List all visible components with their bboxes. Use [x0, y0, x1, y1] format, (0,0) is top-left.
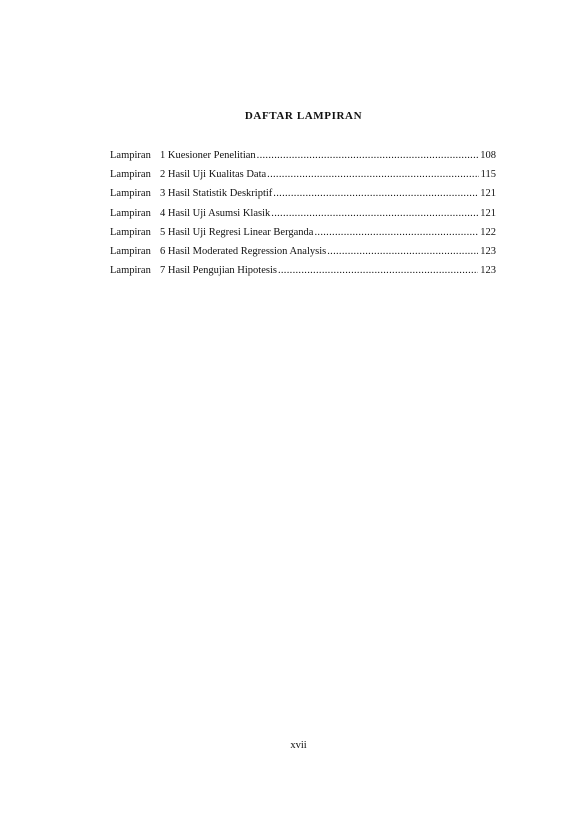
dot-leader — [278, 265, 478, 277]
appendix-list — [110, 150, 496, 284]
entry-label: 2 Hasil Uji Kualitas Data — [160, 169, 267, 181]
page-title: DAFTAR LAMPIRAN — [244, 110, 363, 122]
page-number: xvii — [290, 740, 307, 751]
entry-page-number: 121 — [480, 207, 496, 219]
entry-label: 1 Kuesioner Penelitian — [160, 150, 256, 161]
dot-leader — [267, 169, 478, 181]
entry-prefix: Lampiran — [110, 150, 151, 161]
entry-label: 7 Hasil Pengujian Hipotesis — [160, 265, 277, 277]
entry-prefix: Lampiran — [110, 265, 151, 277]
list-item — [110, 169, 496, 188]
list-item — [110, 227, 496, 246]
dot-leader — [327, 246, 478, 258]
list-item — [110, 246, 496, 265]
entry-page-number: 123 — [480, 265, 496, 277]
entry-prefix: Lampiran — [110, 226, 151, 238]
list-item — [110, 208, 496, 227]
entry-prefix: Lampiran — [110, 188, 151, 200]
entry-page-number: 121 — [480, 188, 496, 200]
entry-page-number: 123 — [480, 245, 496, 257]
dot-leader — [314, 227, 478, 239]
entry-page-number: 115 — [480, 169, 496, 181]
dot-leader — [273, 188, 478, 200]
entry-prefix: Lampiran — [110, 207, 151, 219]
entry-label: 6 Hasil Moderated Regression Analysis — [160, 245, 327, 257]
dot-leader — [257, 150, 479, 162]
entry-prefix: Lampiran — [110, 245, 151, 257]
entry-page-number: 108 — [480, 150, 496, 161]
dot-leader — [271, 208, 478, 220]
entry-label: 5 Hasil Uji Regresi Linear Berganda — [160, 226, 314, 238]
list-item — [110, 150, 496, 169]
entry-prefix: Lampiran — [110, 169, 151, 181]
entry-label: 3 Hasil Statistik Deskriptif — [160, 188, 273, 200]
list-item — [110, 188, 496, 207]
list-item — [110, 265, 496, 284]
entry-label: 4 Hasil Uji Asumsi Klasik — [160, 207, 271, 219]
entry-page-number: 122 — [480, 226, 496, 238]
